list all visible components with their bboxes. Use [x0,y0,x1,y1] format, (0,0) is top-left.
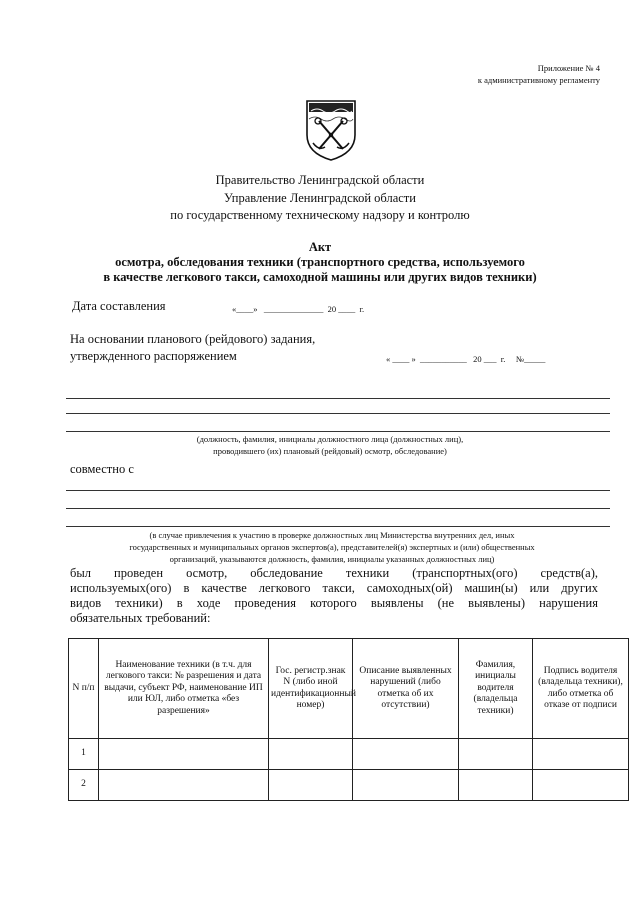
order-month-blank: ___________ [420,354,467,364]
header-signature: Подпись водителя (владельца техники), либо отметка об отказе от подписи [533,639,629,739]
result-line-2: используемых(ого) в качестве легкового такси, самоходных(ой) машин(ы) или других [70,581,598,595]
date-field[interactable] [232,304,364,314]
cell-registration[interactable] [269,739,353,770]
coat-of-arms-icon [303,97,359,163]
cell-signature[interactable] [533,770,629,801]
table-row [69,739,629,770]
experts-caption-line-2: государственных и муниципальных органов экспертов(а), представителей(я) экспертных и (или) общественных [129,542,535,552]
act-title: Акт [308,240,332,254]
official-fill-line-2[interactable] [66,413,610,414]
date-year-prefix: 20 [327,304,337,314]
date-label: Дата составления [72,299,166,313]
inspection-table [68,638,629,801]
header-violations: Описание выявленных нарушений (либо отметка об их отсутствии) [353,639,459,739]
cell-vehicle-name[interactable] [99,739,269,770]
order-year-blank: ___ [483,354,497,364]
row-number: 1 [69,739,99,770]
jointly-fill-line-3[interactable] [66,526,610,527]
jointly-fill-line-2[interactable] [66,508,610,509]
date-year-blank: ____ [338,304,356,314]
result-line-4: обязательных требований: [70,611,211,625]
cell-driver[interactable] [459,770,533,801]
order-number-blank: _____ [524,354,546,364]
order-day-blank: ____ [392,354,410,364]
header-number: N п/п [69,639,99,739]
act-subtitle-2: в качестве легкового такси, самоходной машины или других видов техники) [103,270,537,284]
authority-line-3: по государственному техническому надзору и контролю [170,208,470,222]
appendix-line-2: к административному регламенту [477,75,600,85]
result-line-1: был проведен осмотр, обследование техники (транспортных(ого) средств(а), [70,566,598,580]
experts-caption-line-1: (в случае привлечения к участию в проверке должностных лиц Министерства внутренних дел, иных [149,530,515,540]
official-caption [60,433,600,457]
date-month-blank: ______________ [263,304,324,314]
order-year-suffix: г. [500,354,506,364]
date-year-suffix: г. [359,304,365,314]
official-caption-line-2: проводившего (их) плановый (рейдовый) осмотр, обследование) [213,446,447,456]
cell-violations[interactable] [353,770,459,801]
order-date-close: » [411,354,416,364]
authority-line-1: Правительство Ленинградской области [215,173,425,187]
cell-violations[interactable] [353,739,459,770]
official-fill-line-1[interactable] [66,398,610,399]
experts-caption-line-3: организаций, указываются должность, фамилия, инициалы указанных должностных лиц) [169,554,495,564]
official-fill-line-3[interactable] [66,431,610,432]
cell-registration[interactable] [269,770,353,801]
header-registration: Гос. регистр.знак N (либо иной идентификационный номер) [269,639,353,739]
header-driver: Фамилия, инициалы водителя (владельца техники) [459,639,533,739]
jointly-label: совместно с [70,462,134,476]
date-day-blank: ____ [236,304,254,314]
cell-vehicle-name[interactable] [99,770,269,801]
basis-line-2: утвержденного распоряжением [70,349,237,363]
basis-line-1: На основании планового (рейдового) задания, [70,332,316,346]
act-subtitle-1: осмотра, обследования техники (транспортного средства, используемого [115,255,525,269]
row-number: 2 [69,770,99,801]
date-day-open: « [232,304,237,314]
result-paragraph [70,566,598,626]
experts-caption [52,529,612,565]
order-date-open: « [386,354,391,364]
jointly-fill-line-1[interactable] [66,490,610,491]
official-caption-line-1: (должность, фамилия, инициалы должностного лица (должностных лиц), [196,434,464,444]
table-header-row [69,639,629,739]
order-number-label: № [516,354,525,364]
table-row [69,770,629,801]
appendix-note [478,62,600,86]
cell-driver[interactable] [459,739,533,770]
order-date-field[interactable] [386,354,545,364]
header-vehicle-name: Наименование техники (в т.ч. для легкового такси: № разрешения и дата выдачи, субъект РФ, наименование ИП или ЮЛ, либо отметка «без разрешения» [99,639,269,739]
appendix-line-1: Приложение № 4 [537,63,600,73]
order-year-prefix: 20 [473,354,482,364]
authority-line-2: Управление Ленинградской области [224,191,416,205]
cell-signature[interactable] [533,739,629,770]
result-line-3: видов техники) в ходе проведения которого выявлены (не выявлены) нарушения [70,596,598,610]
date-day-close: » [253,304,258,314]
